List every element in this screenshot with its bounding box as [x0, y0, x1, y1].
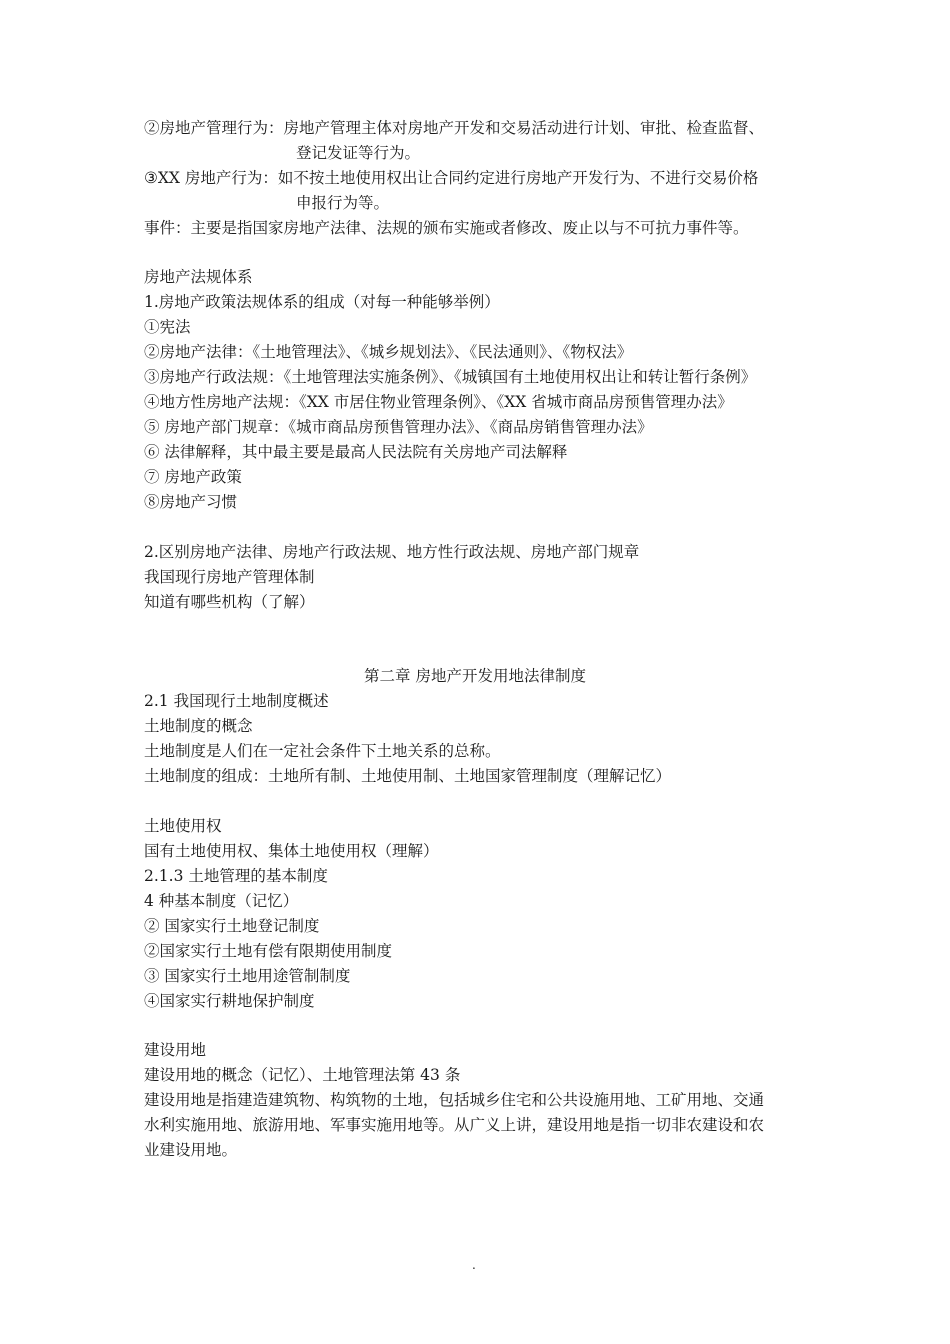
section-heading: 2.1 我国现行土地制度概述	[144, 692, 329, 710]
text-line: 土地制度是人们在一定社会条件下土地关系的总称。	[144, 742, 501, 760]
text-line: 申报行为等。	[296, 194, 390, 212]
list-item: ②房地产法律：《土地管理法》、《城乡规划法》、《民法通则》、《物权法》	[144, 343, 633, 361]
section-heading: 房地产法规体系	[144, 268, 253, 286]
text-line: 知道有哪些机构（了解）	[144, 593, 315, 611]
list-item: ⑤ 房地产部门规章：《城市商品房预售管理办法》、《商品房销售管理办法》	[144, 418, 653, 436]
paragraph-line: 业建设用地。	[144, 1141, 238, 1159]
text-line: 1.房地产政策法规体系的组成（对每一种能够举例）	[144, 293, 500, 311]
text-line: 建设用地的概念（记忆）、土地管理法第 43 条	[144, 1066, 461, 1084]
paragraph-line: 建设用地是指建造建筑物、构筑物的土地，包括城乡住宅和公共设施用地、工矿用地、交通	[144, 1091, 765, 1109]
section-heading: 建设用地	[144, 1041, 207, 1059]
list-item: ⑦ 房地产政策	[144, 468, 242, 486]
text-line: 4 种基本制度（记忆）	[144, 892, 299, 910]
list-item: ④国家实行耕地保护制度	[144, 992, 315, 1010]
chapter-title: 第二章 房地产开发用地法律制度	[364, 667, 586, 685]
list-item: ①宪法	[144, 318, 191, 336]
text-line: 我国现行房地产管理体制	[144, 568, 315, 586]
text-line: 土地制度的概念	[144, 717, 253, 735]
text-line: 事件：主要是指国家房地产法律、法规的颁布实施或者修改、废止以与不可抗力事件等。	[144, 219, 749, 237]
list-item: ④地方性房地产法规：《XX 市居住物业管理条例》、《XX 省城市商品房预售管理办法》	[144, 393, 733, 411]
list-item: ② 国家实行土地登记制度	[144, 917, 320, 935]
list-item: ③ 国家实行土地用途管制制度	[144, 967, 351, 985]
list-item: ②国家实行土地有偿有限期使用制度	[144, 942, 393, 960]
text-line: 土地制度的组成：土地所有制、土地使用制、土地国家管理制度（理解记忆）	[144, 767, 672, 785]
text-line: 登记发证等行为。	[296, 144, 421, 162]
text-line: ②房地产管理行为：房地产管理主体对房地产开发和交易活动进行计划、审批、检查监督、	[144, 119, 765, 137]
page-footer-mark: .	[472, 1258, 476, 1272]
text-line: ③XX 房地产行为：如不按土地使用权出让合同约定进行房地产开发行为、不进行交易价格	[144, 169, 759, 187]
section-heading: 2.1.3 土地管理的基本制度	[144, 867, 328, 885]
text-line: 国有土地使用权、集体土地使用权（理解）	[144, 842, 439, 860]
list-item: ③房地产行政法规：《土地管理法实施条例》、《城镇国有土地使用权出让和转让暂行条例》	[144, 368, 757, 386]
list-item: ⑧房地产习惯	[144, 493, 238, 511]
text-line: 2.区别房地产法律、房地产行政法规、地方性行政法规、房地产部门规章	[144, 543, 640, 561]
section-heading: 土地使用权	[144, 817, 222, 835]
list-item: ⑥ 法律解释，其中最主要是最高人民法院有关房地产司法解释	[144, 443, 568, 461]
paragraph-line: 水利实施用地、旅游用地、军事实施用地等。从广义上讲，建设用地是指一切非农建设和农	[144, 1116, 765, 1134]
